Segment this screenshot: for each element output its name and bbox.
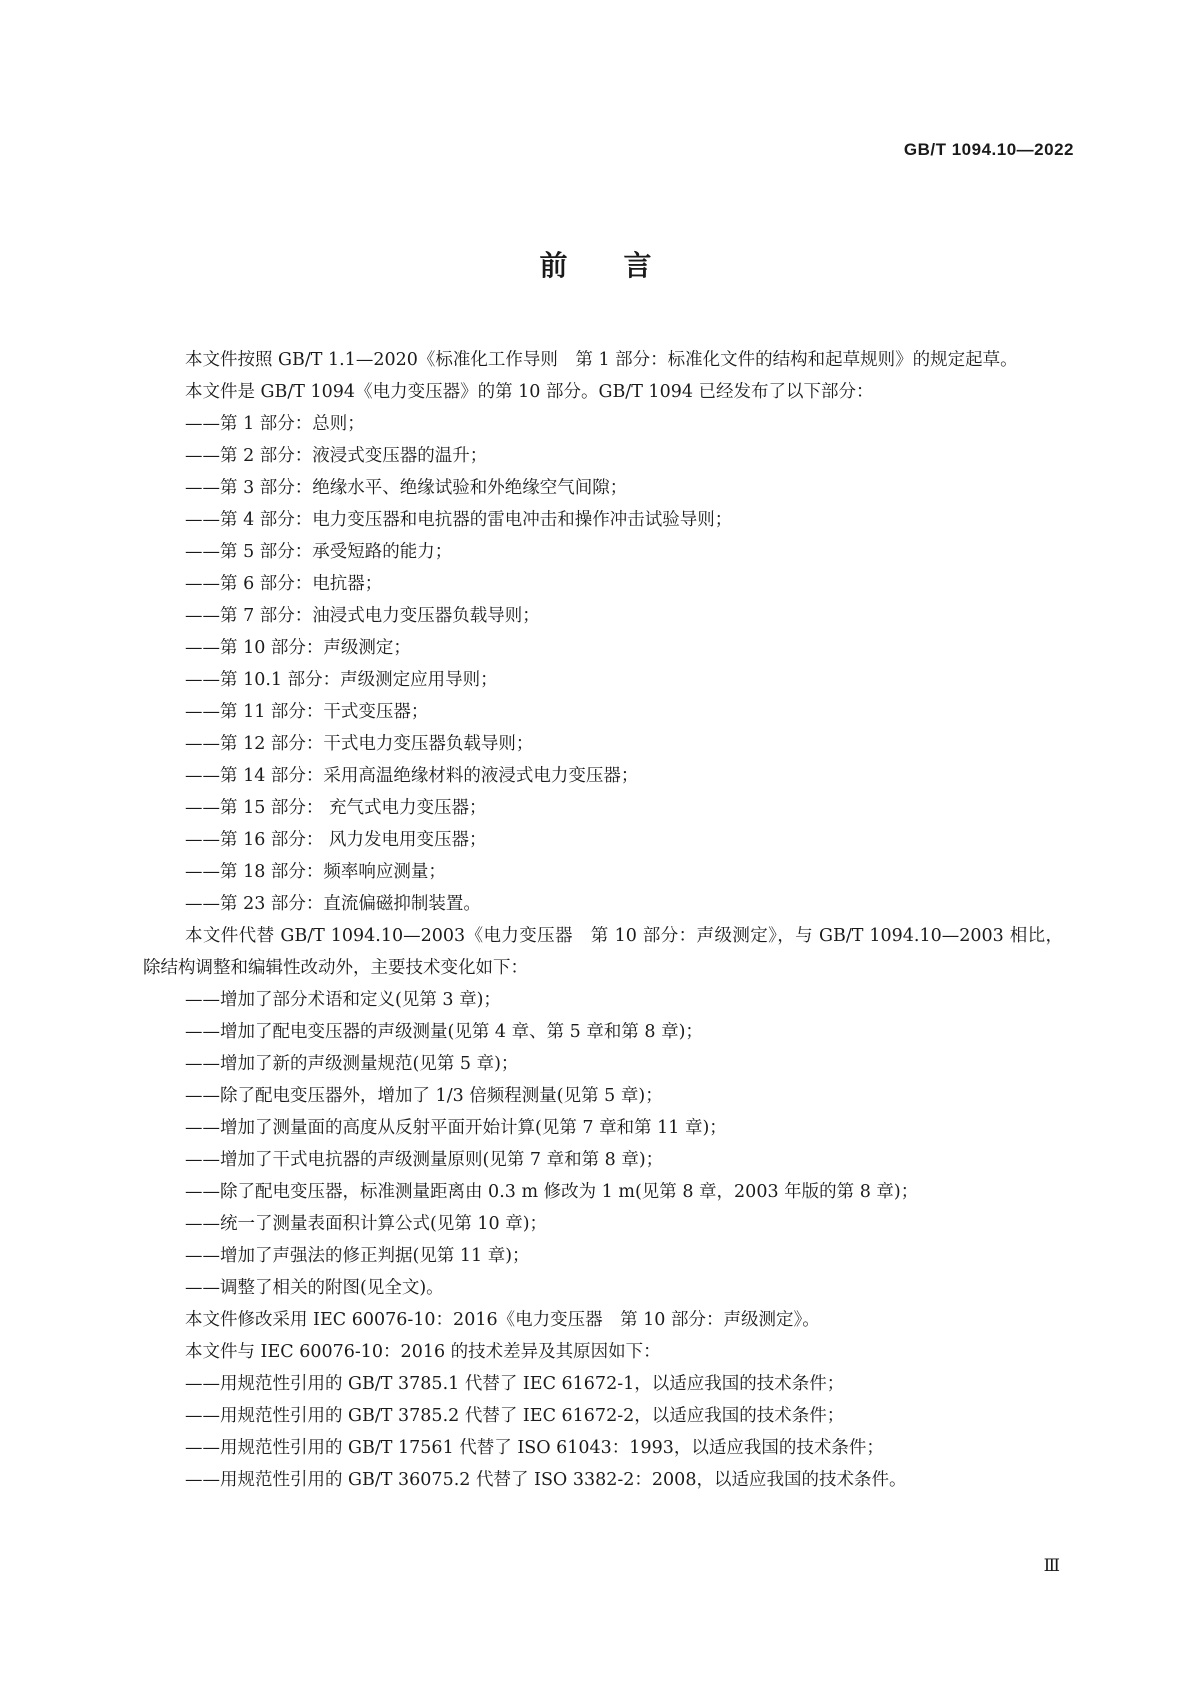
list-item: ——第 3 部分：绝缘水平、绝缘试验和外绝缘空气间隙； [185,478,628,498]
list-item: ——增加了声强法的修正判据(见第 11 章)； [185,1246,530,1266]
list-item: ——第 10.1 部分：声级测定应用导则； [185,670,498,690]
list-item: ——第 4 部分：电力变压器和电抗器的雷电冲击和操作冲击试验导则； [185,510,733,530]
list-item: ——第 11 部分：干式变压器； [185,702,429,722]
replacement-paragraph: 本文件代替 GB/T 1094.10—2003《电力变压器 第 10 部分：声级测定》，与 GB/T 1094.10—2003 相比，除结构调整和编辑性改动外，主要技术变化如下： [143,926,1063,978]
list-item: ——增加了干式电抗器的声级测量原则(见第 7 章和第 8 章)； [185,1150,664,1170]
adoption-paragraph: 本文件修改采用 IEC 60076-10：2016《电力变压器 第 10 部分：声级测定》。 [185,1310,820,1330]
series-intro-paragraph: 本文件是 GB/T 1094《电力变压器》的第 10 部分。GB/T 1094 已经发布了以下部分： [185,382,874,402]
list-item: ——第 1 部分：总则； [185,414,365,434]
list-item: ——用规范性引用的 GB/T 3785.2 代替了 IEC 61672-2，以适应我国的技术条件； [185,1406,845,1426]
list-item: ——增加了新的声级测量规范(见第 5 章)； [185,1054,519,1074]
page-title: 前言 [539,249,708,282]
list-item: ——第 7 部分：油浸式电力变压器负载导则； [185,606,540,626]
list-item: ——第 15 部分： 充气式电力变压器； [185,798,487,818]
list-item: ——调整了相关的附图(见全文)。 [185,1278,444,1298]
list-item: ——增加了测量面的高度从反射平面开始计算(见第 7 章和第 11 章)； [185,1118,727,1138]
list-item: ——增加了配电变压器的声级测量(见第 4 章、第 5 章和第 8 章)； [185,1022,703,1042]
list-item: ——用规范性引用的 GB/T 3785.1 代替了 IEC 61672-1，以适应我国的技术条件； [185,1374,845,1394]
list-item: ——统一了测量表面积计算公式(见第 10 章)； [185,1214,548,1234]
list-item: ——第 2 部分：液浸式变压器的温升； [185,446,488,466]
list-item: ——第 16 部分： 风力发电用变压器； [185,830,487,850]
document-body [143,344,1063,1496]
list-item: ——第 6 部分：电抗器； [185,574,383,594]
list-item: ——第 23 部分：直流偏磁抑制装置。 [185,894,481,914]
changes-list [143,984,1063,1304]
list-item: ——第 5 部分：承受短路的能力； [185,542,453,562]
differences-intro-paragraph: 本文件与 IEC 60076-10：2016 的技术差异及其原因如下： [185,1342,661,1362]
page-number: Ⅲ [1043,1556,1059,1576]
list-item: ——用规范性引用的 GB/T 36075.2 代替了 ISO 3382-2：2008，以适应我国的技术条件。 [185,1470,907,1490]
list-item: ——第 14 部分：采用高温绝缘材料的液浸式电力变压器； [185,766,639,786]
parts-list [143,408,1063,920]
list-item: ——增加了部分术语和定义(见第 3 章)； [185,990,501,1010]
list-item: ——第 18 部分：频率响应测量； [185,862,446,882]
drafting-rules-paragraph: 本文件按照 GB/T 1.1—2020《标准化工作导则 第 1 部分：标准化文件的结构和起草规则》的规定起草。 [185,350,1018,370]
differences-list [143,1368,1063,1496]
list-item: ——第 10 部分：声级测定； [185,638,411,658]
list-item: ——除了配电变压器外，增加了 1/3 倍频程测量(见第 5 章)； [185,1086,663,1106]
standard-number: GB/T 1094.10—2022 [903,140,1074,159]
list-item: ——用规范性引用的 GB/T 17561 代替了 ISO 61043：1993，以适应我国的技术条件； [185,1438,884,1458]
list-item: ——除了配电变压器，标准测量距离由 0.3 m 修改为 1 m(见第 8 章，2003 年版的第 8 章)； [185,1182,919,1202]
list-item: ——第 12 部分：干式电力变压器负载导则； [185,734,534,754]
